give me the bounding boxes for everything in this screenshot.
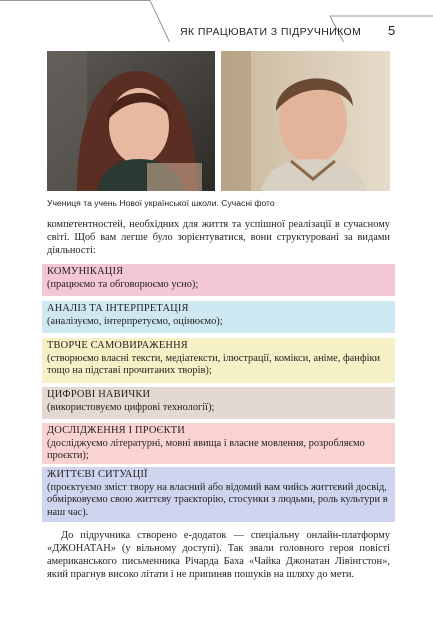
activity-title: КОМУНІКАЦІЯ — [47, 266, 124, 277]
outro-paragraph: До підручника створено е-додаток — спеціальну онлайн-платформу «ДЖОНАТАН» (у вільному доступі). Так звали головного героя повісті американського письменника Річарда Баха «Чайка Джонатан Лівінгстон», який прагнув високо літати і не припиняв пошуків на шляху до мети. — [47, 530, 390, 580]
activity-description: (створюємо власні тексти, медіатексти, ілюстрації, комікси, аніме, фанфіки тощо на підставі прочитаних творів); — [47, 352, 381, 376]
student-boy-photo — [221, 51, 390, 191]
running-header-title: ЯК ПРАЦЮВАТИ З ПІДРУЧНИКОМ — [180, 26, 362, 38]
activity-title: АНАЛІЗ ТА ІНТЕРПРЕТАЦІЯ — [47, 303, 189, 314]
activity-title: ТВОРЧЕ САМОВИРАЖЕННЯ — [47, 340, 188, 351]
photo-caption: Учениця та учень Нової української школи. Сучасні фото — [47, 198, 275, 208]
activity-description: (використовуємо цифрові технології); — [47, 401, 215, 413]
page-header — [0, 0, 433, 42]
activity-title: ЖИТТЄВІ СИТУАЦІЇ — [47, 469, 148, 480]
activity-box-life-situations — [42, 467, 395, 522]
activity-description: (проєктуємо зміст твору на власний або відомий вам чийсь життєвий досвід, обмірковуємо свою життєву траєкторію, стосунки з людьми, роль культури в наш час). — [47, 481, 388, 518]
activity-description: (аналізуємо, інтерпретуємо, оцінюємо); — [47, 315, 223, 327]
activity-title: ЦИФРОВІ НАВИЧКИ — [47, 389, 151, 400]
activity-description: (досліджуємо літературні, мовні явища і власне мовлення, розробляємо проєкти); — [47, 437, 365, 461]
activity-box-creative — [42, 338, 395, 383]
activity-box-digital — [42, 387, 395, 419]
activity-box-analysis — [42, 301, 395, 333]
activity-box-communication — [42, 264, 395, 296]
intro-paragraph: компетентностей, необхідних для життя та успішної реалізації в сучасному світі. Щоб вам легше було зорієнтуватися, вони структуровані за видами діяльності: — [47, 219, 390, 256]
activity-box-research — [42, 423, 395, 464]
student-girl-photo — [47, 51, 215, 191]
page-number: 5 — [388, 23, 396, 38]
activity-description: (працюємо та обговорюємо усно); — [47, 278, 199, 290]
activity-title: ДОСЛІДЖЕННЯ І ПРОЄКТИ — [47, 425, 185, 436]
